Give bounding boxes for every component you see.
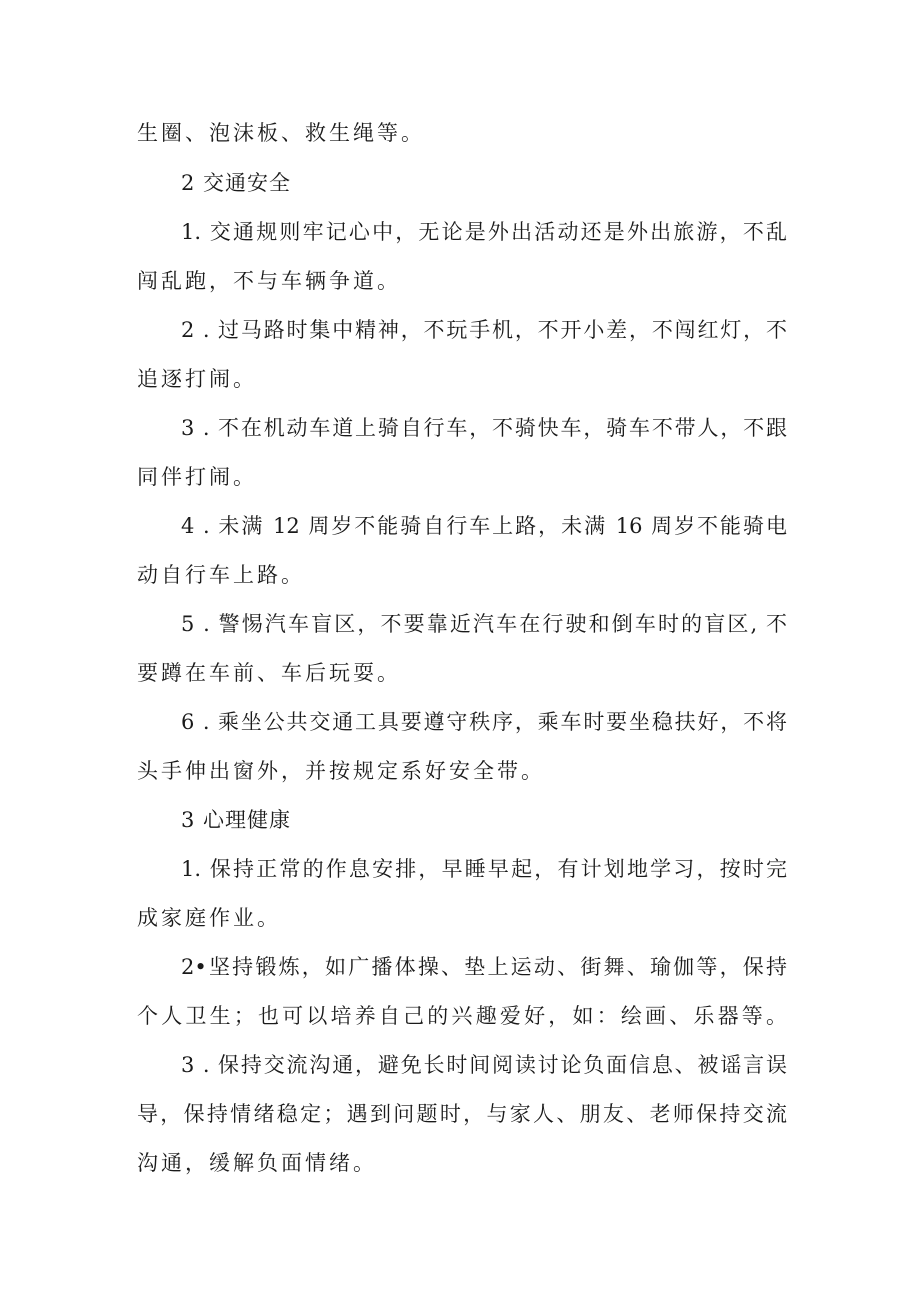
traffic-item-5-line2: 要蹲在车前、车后玩耍。 [137,661,401,685]
traffic-item-5-line1: 5 . 警惕汽车盲区，不要靠近汽车在行驶和倒车时的盲区, 不 [181,612,787,636]
section-heading-traffic-safety: 2 交通安全 [181,171,292,195]
mental-item-2-line1: 2•坚持锻炼，如广播体操、垫上运动、街舞、瑜伽等，保持 [181,955,787,979]
mental-item-1-line2: 成家庭作业。 [137,906,281,930]
traffic-item-6-line2: 头手伸出窗外，并按规定系好安全带。 [137,759,545,783]
traffic-item-2-line1: 2 . 过马路时集中精神，不玩手机，不开小差，不闯红灯，不 [181,318,787,342]
traffic-item-4-line1: 4 . 未满 12 周岁不能骑自行车上路，未满 16 周岁不能骑电 [181,514,787,538]
mental-item-1-line1: 1. 保持正常的作息安排，早睡早起，有计划地学习，按时完 [181,857,787,881]
mental-item-2-line2: 个人卫生；也可以培养自己的兴趣爱好，如：绘画、乐器等。 [137,1004,787,1028]
traffic-item-1-line1: 1. 交通规则牢记心中，无论是外出活动还是外出旅游，不乱 [181,220,787,244]
section-heading-mental-health: 3 心理健康 [181,808,292,832]
mental-item-3-line3: 沟通，缓解负面情绪。 [137,1151,377,1175]
paragraph-continuation: 生圈、泡沫板、救生绳等。 [137,121,425,145]
traffic-item-6-line1: 6 . 乘坐公共交通工具要遵守秩序，乘车时要坐稳扶好，不将 [181,710,787,734]
traffic-item-3-line2: 同伴打闹。 [137,465,257,489]
traffic-item-2-line2: 追逐打闹。 [137,367,257,391]
traffic-item-1-line2: 闯乱跑，不与车辆争道。 [137,269,401,293]
traffic-item-4-line2: 动自行车上路。 [137,563,305,587]
traffic-item-3-line1: 3 . 不在机动车道上骑自行车，不骑快车，骑车不带人，不跟 [181,416,787,440]
mental-item-3-line1: 3 . 保持交流沟通，避免长时间阅读讨论负面信息、被谣言误 [181,1053,787,1077]
mental-item-3-line2: 导，保持情绪稳定；遇到问题时，与家人、朋友、老师保持交流 [137,1102,787,1126]
